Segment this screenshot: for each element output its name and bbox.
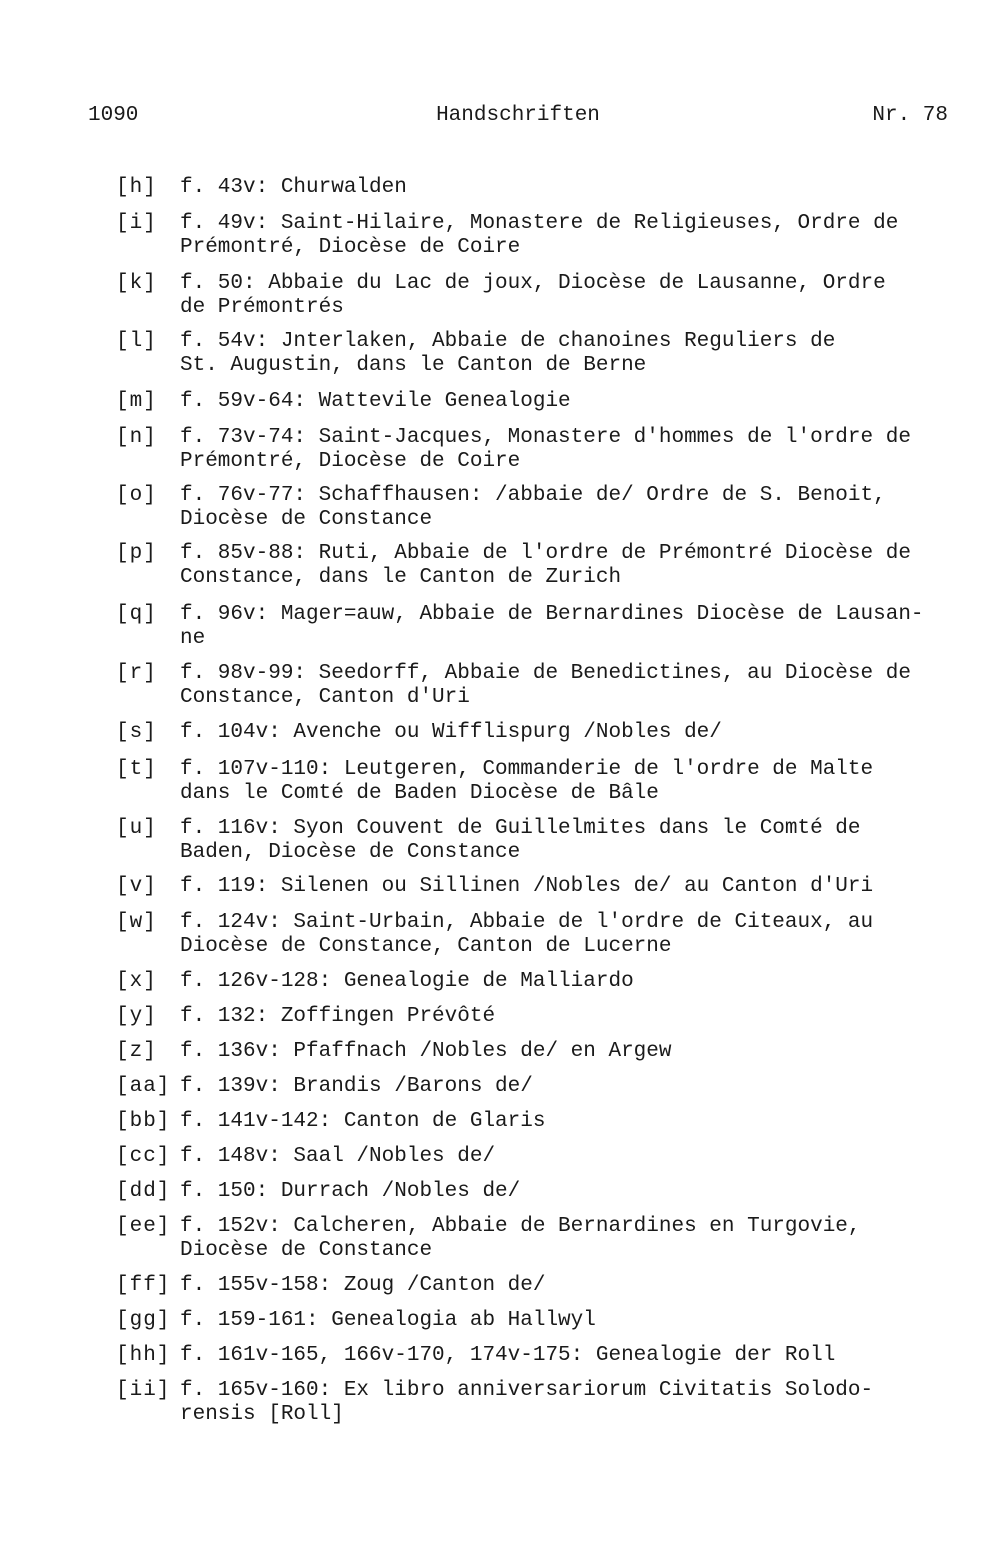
list-item bbox=[116, 390, 976, 414]
entry-text: f. 139v: Brandis /Barons de/ bbox=[180, 1075, 533, 1098]
list-item bbox=[116, 817, 976, 865]
entry-text: f. 148v: Saal /Nobles de/ bbox=[180, 1145, 496, 1168]
entry-siglum: [bb] bbox=[116, 1110, 171, 1133]
entry-text: f. 136v: Pfaffnach /Nobles de/ en Argew bbox=[180, 1040, 672, 1063]
entry-siglum: [ff] bbox=[116, 1274, 171, 1297]
entry-text: f. 43v: Churwalden bbox=[180, 176, 407, 199]
entry-siglum: [s] bbox=[116, 721, 157, 744]
entry-siglum: [y] bbox=[116, 1005, 157, 1028]
entry-text: f. 141v-142: Canton de Glaris bbox=[180, 1110, 546, 1133]
entry-text: f. 96v: Mager=auw, Abbaie de Bernardines Diocèse de Lausan- ne bbox=[180, 603, 924, 650]
list-item bbox=[116, 758, 976, 806]
entry-text: f. 165v-160: Ex libro anniversariorum Civitatis Solodo- rensis [Roll] bbox=[180, 1379, 874, 1426]
entry-siglum: [q] bbox=[116, 603, 157, 626]
entry-text: f. 119: Silenen ou Sillinen /Nobles de/ au Canton d'Uri bbox=[180, 875, 874, 898]
list-item bbox=[116, 1344, 976, 1368]
entry-siglum: [p] bbox=[116, 542, 157, 565]
list-item bbox=[116, 875, 976, 899]
entry-siglum: [n] bbox=[116, 426, 157, 449]
entry-text: f. 73v-74: Saint-Jacques, Monastere d'hommes de l'ordre de Prémontré, Diocèse de Coire bbox=[180, 426, 911, 473]
list-item bbox=[116, 330, 976, 378]
list-item bbox=[116, 1180, 976, 1204]
list-item bbox=[116, 721, 976, 745]
entry-siglum: [k] bbox=[116, 272, 157, 295]
list-item bbox=[116, 662, 976, 710]
entry-text: f. 104v: Avenche ou Wifflispurg /Nobles de/ bbox=[180, 721, 722, 744]
list-item bbox=[116, 1040, 976, 1064]
running-title: Handschriften bbox=[436, 104, 600, 127]
entry-text: f. 150: Durrach /Nobles de/ bbox=[180, 1180, 521, 1203]
list-item bbox=[116, 212, 976, 260]
entry-text: f. 126v-128: Genealogie de Malliardo bbox=[180, 970, 634, 993]
list-item bbox=[116, 426, 976, 474]
manuscript-entry-list bbox=[116, 176, 976, 1427]
entry-text: f. 107v-110: Leutgeren, Commanderie de l'ordre de Malte dans le Comté de Baden Diocèse de Bâle bbox=[180, 758, 874, 805]
entry-siglum: [r] bbox=[116, 662, 157, 685]
list-item bbox=[116, 1309, 976, 1333]
list-item bbox=[116, 1274, 976, 1298]
entry-text: f. 76v-77: Schaffhausen: /abbaie de/ Ordre de S. Benoit, Diocèse de Constance bbox=[180, 484, 886, 531]
list-item bbox=[116, 970, 976, 994]
page-header bbox=[88, 104, 948, 132]
entry-siglum: [z] bbox=[116, 1040, 157, 1063]
entry-siglum: [v] bbox=[116, 875, 157, 898]
entry-text: f. 159-161: Genealogia ab Hallwyl bbox=[180, 1309, 596, 1332]
entry-siglum: [w] bbox=[116, 911, 157, 934]
entry-text: f. 132: Zoffingen Prévôté bbox=[180, 1005, 496, 1028]
entry-siglum: [dd] bbox=[116, 1180, 171, 1203]
list-item bbox=[116, 1110, 976, 1134]
entry-siglum: [t] bbox=[116, 758, 157, 781]
entry-siglum: [gg] bbox=[116, 1309, 171, 1332]
entry-text: f. 54v: Jnterlaken, Abbaie de chanoines Reguliers de St. Augustin, dans le Canton de Berne bbox=[180, 330, 836, 377]
list-item bbox=[116, 542, 976, 590]
entry-siglum: [u] bbox=[116, 817, 157, 840]
entry-siglum: [m] bbox=[116, 390, 157, 413]
entry-text: f. 155v-158: Zoug /Canton de/ bbox=[180, 1274, 546, 1297]
list-item bbox=[116, 911, 976, 959]
entry-text: f. 161v-165, 166v-170, 174v-175: Genealogie der Roll bbox=[180, 1344, 836, 1367]
entry-siglum: [ii] bbox=[116, 1379, 171, 1402]
list-item bbox=[116, 1005, 976, 1029]
entry-siglum: [l] bbox=[116, 330, 157, 353]
entry-text: f. 49v: Saint-Hilaire, Monastere de Religieuses, Ordre de Prémontré, Diocèse de Coire bbox=[180, 212, 899, 259]
entry-text: f. 98v-99: Seedorff, Abbaie de Benedictines, au Diocèse de Constance, Canton d'Uri bbox=[180, 662, 911, 709]
list-item bbox=[116, 1215, 976, 1263]
list-item bbox=[116, 272, 976, 320]
entry-text: f. 85v-88: Ruti, Abbaie de l'ordre de Prémontré Diocèse de Constance, dans le Canton de Zurich bbox=[180, 542, 911, 589]
entry-text: f. 50: Abbaie du Lac de joux, Diocèse de Lausanne, Ordre de Prémontrés bbox=[180, 272, 886, 319]
list-item bbox=[116, 1379, 976, 1427]
entry-text: f. 152v: Calcheren, Abbaie de Bernardines en Turgovie, Diocèse de Constance bbox=[180, 1215, 861, 1262]
entry-siglum: [x] bbox=[116, 970, 157, 993]
entry-siglum: [cc] bbox=[116, 1145, 171, 1168]
document-number: Nr. 78 bbox=[872, 104, 948, 127]
entry-siglum: [h] bbox=[116, 176, 157, 199]
entry-siglum: [aa] bbox=[116, 1075, 171, 1098]
list-item bbox=[116, 603, 976, 651]
entry-siglum: [o] bbox=[116, 484, 157, 507]
list-item bbox=[116, 1145, 976, 1169]
list-item bbox=[116, 176, 976, 200]
entry-text: f. 59v-64: Wattevile Genealogie bbox=[180, 390, 571, 413]
entry-text: f. 116v: Syon Couvent de Guillelmites dans le Comté de Baden, Diocèse de Constance bbox=[180, 817, 861, 864]
entry-siglum: [i] bbox=[116, 212, 157, 235]
entry-siglum: [ee] bbox=[116, 1215, 171, 1238]
entry-siglum: [hh] bbox=[116, 1344, 171, 1367]
list-item bbox=[116, 484, 976, 532]
list-item bbox=[116, 1075, 976, 1099]
entry-text: f. 124v: Saint-Urbain, Abbaie de l'ordre de Citeaux, au Diocèse de Constance, Canton de Lucerne bbox=[180, 911, 874, 958]
page-number: 1090 bbox=[88, 104, 139, 127]
